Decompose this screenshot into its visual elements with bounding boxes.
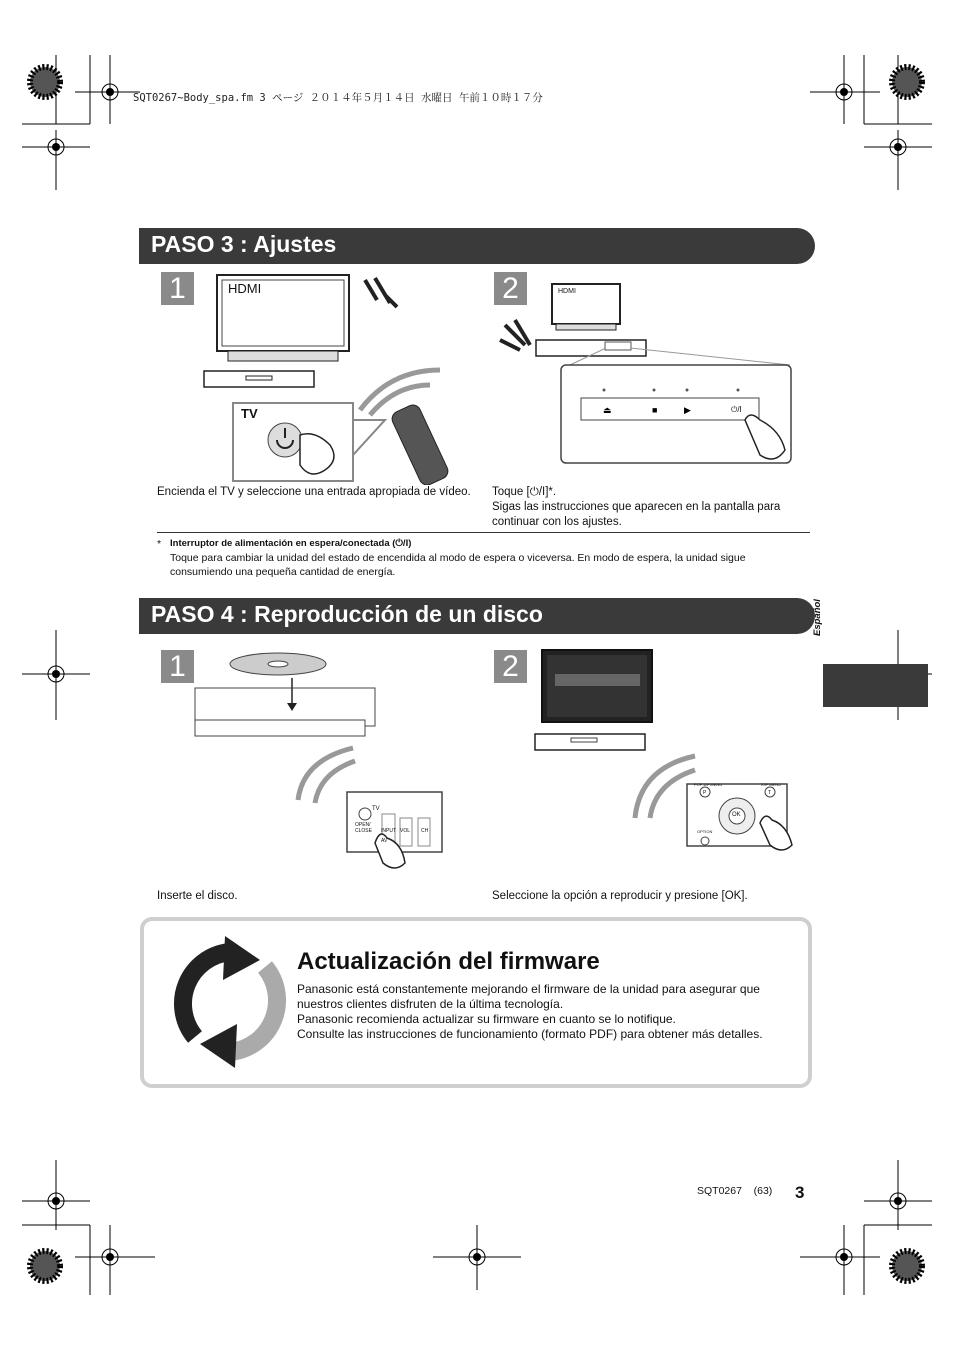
step4-number-2: 2	[494, 650, 527, 683]
step4-header	[139, 598, 815, 634]
vol-label: VOL	[400, 828, 411, 834]
firmware-line1: Panasonic está constantemente mejorando el firmware de la unidad para asegurar que nuestros clientes disfruten de la última tecnología.	[297, 982, 760, 1011]
input-label: INPUT	[381, 828, 396, 834]
step4-caption-2: Seleccione la opción a reproducir y presione [OK].	[492, 890, 748, 902]
footnote	[170, 537, 800, 579]
divider	[157, 532, 810, 533]
language-tab	[823, 664, 928, 707]
disc-insert-illustration	[190, 648, 450, 878]
remote-open-close	[355, 822, 372, 834]
t-label: T	[768, 790, 772, 796]
svg-text:⏏: ⏏	[603, 405, 612, 415]
file-header: SQT0267~Body_spa.fm 3 ページ ２０１４年５月１４日 水曜日 午前１０時１７分	[133, 92, 543, 104]
p-label: P	[703, 790, 707, 796]
page-ref: (63)	[753, 1185, 773, 1197]
hdmi-label-1: HDMI	[228, 281, 262, 296]
step3-number-2: 2	[494, 272, 527, 305]
step3-title: PASO 3 : Ajustes	[151, 231, 337, 257]
refresh-icon	[165, 932, 295, 1072]
hdmi-label-2: HDMI	[558, 288, 576, 295]
popup-label: POP-UP MENU	[694, 782, 723, 787]
svg-text:▶: ▶	[684, 405, 691, 415]
step3-caption-2-line2: Sigas las instrucciones que aparecen en la pantalla para continuar con los ajustes.	[492, 501, 781, 528]
svg-text:■: ■	[652, 405, 658, 415]
remote-tv-label: TV	[372, 806, 380, 812]
av-label: AV	[381, 838, 388, 844]
firmware-line2: Panasonic recomienda actualizar su firmware en cuanto se lo notifique.	[297, 1012, 676, 1026]
step3-header	[139, 228, 815, 264]
footnote-body: Toque para cambiar la unidad del estado de encendida al modo de espera o viceversa. En modo de espera, la unidad sigue consumiendo una pequeña cantidad de energía.	[170, 552, 746, 578]
language-label: Español	[812, 599, 823, 636]
menu-select-illustration	[525, 648, 815, 878]
firmware-line3: Consulte las instrucciones de funcionamiento (formato PDF) para obtener más detalles.	[297, 1027, 763, 1041]
footnote-heading: Interruptor de alimentación en espera/conectada (⏻/I)	[170, 538, 412, 549]
firmware-text	[297, 982, 787, 1042]
page-number: 3	[795, 1183, 805, 1202]
tv-power-illustration	[200, 270, 470, 485]
option-label: OPTION	[697, 829, 713, 834]
step3-caption-1: Encienda el TV y seleccione una entrada apropiada de vídeo.	[157, 486, 471, 498]
step3-number-1: 1	[161, 272, 194, 305]
step4-number-1: 1	[161, 650, 194, 683]
player-power-illustration	[490, 280, 800, 470]
footnote-marker: *	[157, 538, 162, 550]
step3-caption-2	[492, 485, 810, 530]
ch-label: CH	[421, 828, 429, 834]
top-menu-label: TOP MENU	[760, 782, 781, 787]
close-label: CLOSE	[355, 828, 372, 834]
firmware-title: Actualización del firmware	[297, 948, 600, 975]
step3-caption-2-line1: Toque [⏻/I]*.	[492, 486, 557, 498]
footer-model	[697, 1185, 772, 1197]
tv-label: TV	[241, 406, 258, 421]
model-code: SQT0267	[697, 1185, 742, 1197]
power-button-label: ⏻/I	[731, 405, 742, 414]
step4-title: PASO 4 : Reproducción de un disco	[151, 601, 543, 627]
open-label: OPEN/	[355, 822, 371, 828]
step4-caption-1: Inserte el disco.	[157, 890, 238, 902]
ok-label: OK	[732, 812, 741, 818]
